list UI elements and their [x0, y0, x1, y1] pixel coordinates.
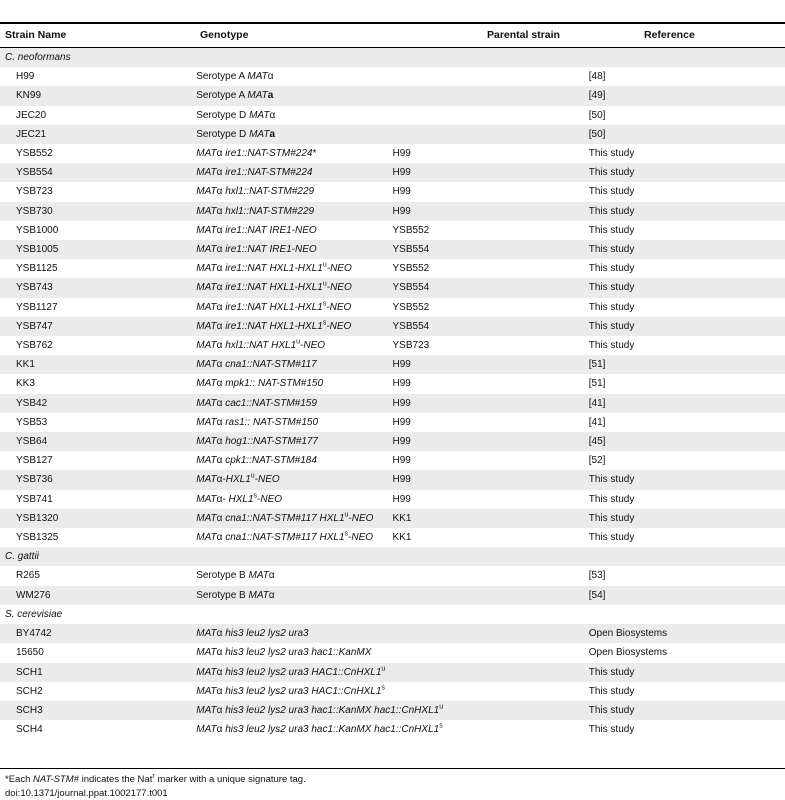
table-row: [0, 470, 785, 489]
strain-name-cell: KK1: [0, 355, 196, 374]
table-row: [0, 509, 785, 528]
table-row: [0, 432, 785, 451]
parental-strain-cell: H99: [393, 432, 589, 451]
table-row: [0, 355, 785, 374]
reference-cell: This study: [589, 240, 785, 259]
strain-name-cell: YSB53: [16, 416, 48, 428]
genotype-cell: MATα his3 leu2 lys2 ura3 HAC1::CnHXL1$^u$: [196, 663, 392, 682]
header-reference: Reference: [644, 29, 695, 41]
reference-cell: This study: [588, 301, 635, 313]
strain-name-cell: YSB762: [16, 340, 53, 352]
species-group-label: C. neoformans: [0, 48, 785, 67]
strain-name-cell: YSB730: [0, 202, 196, 221]
genotype-cell: MATα his3 leu2 lys2 ura3 hac1::KanMX hac1::CnHXL1$^s$: [196, 722, 443, 736]
genotype-cell: MATα his3 leu2 lys2 ura3: [196, 624, 392, 643]
group-row: [0, 605, 785, 624]
parental-strain-cell: [393, 106, 589, 125]
strain-name-cell: SCH2: [16, 685, 43, 697]
parental-strain-cell: KK1: [392, 532, 412, 544]
table-row: [0, 163, 785, 182]
table-row: [0, 720, 785, 739]
strain-name-cell: WM276: [0, 586, 196, 605]
strain-name-cell: YSB1125: [16, 263, 58, 275]
table-row: [0, 259, 785, 278]
header-parental-strain: Parental strain: [487, 29, 560, 41]
species-group-label: S. cerevisiae: [5, 608, 63, 620]
strain-name-cell: YSB64: [0, 432, 196, 451]
parental-strain-cell: H99: [393, 202, 589, 221]
parental-strain-cell: [393, 663, 589, 682]
genotype-cell: MATα cna1::NAT-STM#117: [196, 355, 392, 374]
genotype-cell: MATα hxl1::NAT-STM#229: [196, 202, 392, 221]
reference-cell: This study: [588, 493, 635, 505]
table-row: [0, 643, 785, 662]
table-doi: doi:10.1371/journal.ppat.1002177.t001: [5, 788, 168, 799]
strain-name-cell: YSB1127: [16, 301, 58, 313]
species-group-label: C. gattii: [0, 547, 785, 566]
parental-strain-cell: [393, 125, 589, 144]
reference-cell: [51]: [589, 355, 785, 374]
genotype-cell: MATα ras1:: NAT-STM#150: [196, 416, 318, 428]
header-genotype: Genotype: [200, 29, 249, 41]
strain-name-cell: YSB42: [0, 394, 196, 413]
parental-strain-cell: YSB554: [393, 278, 589, 297]
table-footnote: *Each NAT-STM# indicates the Nat$^r$ marker with a unique signature tag.: [5, 772, 306, 785]
table-row: [0, 394, 785, 413]
strain-name-cell: JEC20: [16, 109, 47, 121]
reference-cell: This study: [589, 202, 785, 221]
reference-cell: This study: [588, 685, 635, 697]
strain-name-cell: YSB743: [0, 278, 196, 297]
table-row: [0, 278, 785, 297]
strain-name-cell: SCH4: [16, 724, 43, 736]
strains-table: [0, 48, 785, 739]
parental-strain-cell: H99: [392, 493, 411, 505]
parental-strain-cell: [393, 586, 589, 605]
reference-cell: This study: [588, 148, 635, 160]
reference-cell: [50]: [588, 109, 606, 121]
genotype-cell: MATα ire1::NAT HXL1-HXL1$^u$-NEO: [196, 261, 352, 275]
reference-cell: This study: [588, 186, 635, 198]
parental-strain-cell: H99: [393, 163, 589, 182]
genotype-cell: Serotype D MATα: [196, 109, 276, 121]
strain-name-cell: SCH1: [0, 663, 196, 682]
genotype-cell: MATα mpk1:: NAT-STM#150: [196, 378, 323, 390]
genotype-cell: MATα hxl1::NAT-STM#229: [196, 186, 315, 198]
genotype-cell: Serotype A MATa: [196, 86, 392, 105]
reference-cell: [52]: [588, 455, 606, 467]
strain-name-cell: YSB127: [16, 455, 53, 467]
genotype-cell: MATα- HXL1$^s$-NEO: [196, 492, 283, 505]
parental-strain-cell: H99: [392, 378, 411, 390]
reference-cell: Open Biosystems: [589, 624, 785, 643]
genotype-cell: MATα hog1::NAT-STM#177: [196, 432, 392, 451]
table-row: [0, 624, 785, 643]
genotype-cell: MATα ire1::NAT HXL1-HXL1$^u$-NEO: [196, 278, 392, 297]
parental-strain-cell: YSB552: [392, 263, 430, 275]
genotype-cell: MATα ire1::NAT HXL1-HXL1$^s$-NEO: [196, 317, 392, 336]
reference-cell: This study: [589, 470, 785, 489]
strains-table-body: [0, 48, 785, 739]
strain-name-cell: YSB723: [16, 186, 53, 198]
parental-strain-cell: YSB552: [392, 301, 430, 313]
table-row: [0, 298, 785, 317]
parental-strain-cell: H99: [393, 470, 589, 489]
genotype-cell: MATα his3 leu2 lys2 ura3 HAC1::CnHXL1$^s$: [196, 684, 385, 697]
table-row: [0, 125, 785, 144]
table-row: [0, 317, 785, 336]
parental-strain-cell: YSB554: [393, 317, 589, 336]
genotype-cell: MATα hxl1::NAT HXL1$^u$-NEO: [196, 338, 326, 352]
strain-name-cell: BY4742: [0, 624, 196, 643]
strain-name-cell: KN99: [0, 86, 196, 105]
strain-name-cell: YSB1005: [0, 240, 196, 259]
genotype-cell: MATα cac1::NAT-STM#159: [196, 394, 392, 413]
parental-strain-cell: H99: [393, 394, 589, 413]
parental-strain-cell: [393, 682, 589, 701]
parental-strain-cell: [393, 643, 589, 662]
table-row: [0, 86, 785, 105]
strain-name-cell: YSB741: [16, 493, 53, 505]
reference-cell: [50]: [589, 125, 785, 144]
table-row: [0, 202, 785, 221]
parental-strain-cell: H99: [393, 355, 589, 374]
strain-name-cell: YSB736: [0, 470, 196, 489]
reference-cell: Open Biosystems: [588, 647, 668, 659]
table-row: [0, 528, 785, 547]
table-row: [0, 106, 785, 125]
parental-strain-cell: KK1: [393, 509, 589, 528]
genotype-cell: MATα cna1::NAT-STM#117 HXL1$^s$-NEO: [196, 530, 374, 544]
parental-strain-cell: H99: [392, 186, 411, 198]
parental-strain-cell: H99: [392, 455, 411, 467]
parental-strain-cell: H99: [392, 148, 411, 160]
reference-cell: This study: [588, 263, 635, 275]
table-row: [0, 336, 785, 355]
table-row: [0, 701, 785, 720]
table-row: [0, 490, 785, 509]
parental-strain-cell: [393, 86, 589, 105]
strain-name-cell: 15650: [16, 647, 44, 659]
reference-cell: [51]: [588, 378, 606, 390]
parental-strain-cell: YSB723: [392, 340, 430, 352]
header-strain-name: Strain Name: [5, 29, 67, 41]
genotype-cell: MATα-HXL1$^u$-NEO: [196, 470, 392, 489]
strain-name-cell: YSB1320: [0, 509, 196, 528]
reference-cell: This study: [589, 509, 785, 528]
genotype-cell: MATα ire1::NAT IRE1-NEO: [196, 240, 392, 259]
genotype-cell: MATα cna1::NAT-STM#117 HXL1$^u$-NEO: [196, 509, 392, 528]
strain-name-cell: H99: [16, 71, 35, 83]
table-row: [0, 240, 785, 259]
reference-cell: This study: [588, 340, 635, 352]
genotype-cell: Serotype D MATa: [196, 125, 392, 144]
strain-name-cell: KK3: [16, 378, 35, 390]
parental-strain-cell: [393, 566, 589, 585]
reference-cell: This study: [588, 532, 635, 544]
reference-cell: [41]: [588, 416, 606, 428]
table-row: [0, 413, 785, 432]
parental-strain-cell: H99: [392, 416, 411, 428]
strain-name-cell: YSB554: [0, 163, 196, 182]
parental-strain-cell: [393, 624, 589, 643]
table-row: [0, 663, 785, 682]
parental-strain-cell: [393, 67, 589, 86]
table-row: [0, 451, 785, 470]
reference-cell: This study: [589, 278, 785, 297]
table-row: [0, 566, 785, 585]
strain-name-cell: R265: [16, 570, 40, 582]
reference-cell: This study: [588, 224, 635, 236]
reference-cell: [41]: [589, 394, 785, 413]
table-row: [0, 221, 785, 240]
genotype-cell: Serotype B MATα: [196, 570, 275, 582]
table-row: [0, 67, 785, 86]
strain-name-cell: SCH3: [0, 701, 196, 720]
genotype-cell: Serotype A MATα: [196, 71, 274, 83]
genotype-cell: MATα ire1::NAT HXL1-HXL1$^s$-NEO: [196, 300, 352, 313]
genotype-cell: MATα ire1::NAT IRE1-NEO: [196, 224, 317, 236]
strain-name-cell: YSB1000: [16, 224, 59, 236]
reference-cell: [49]: [589, 86, 785, 105]
reference-cell: [53]: [588, 570, 606, 582]
table-row: [0, 144, 785, 163]
table-row: [0, 682, 785, 701]
strain-name-cell: YSB552: [16, 148, 53, 160]
reference-cell: This study: [588, 724, 635, 736]
group-row: [0, 48, 785, 67]
table-row: [0, 374, 785, 393]
strain-name-cell: YSB747: [0, 317, 196, 336]
reference-cell: [48]: [588, 71, 606, 83]
reference-cell: [45]: [589, 432, 785, 451]
genotype-cell: Serotype B MATα: [196, 586, 392, 605]
table-bottom-rule: [0, 768, 785, 769]
reference-cell: This study: [589, 701, 785, 720]
parental-strain-cell: YSB554: [393, 240, 589, 259]
strain-name-cell: YSB1325: [16, 532, 59, 544]
reference-cell: [54]: [589, 586, 785, 605]
group-row: [0, 547, 785, 566]
table-row: [0, 182, 785, 201]
reference-cell: This study: [589, 663, 785, 682]
strain-name-cell: JEC21: [0, 125, 196, 144]
reference-cell: This study: [589, 317, 785, 336]
genotype-cell: MATα ire1::NAT-STM#224: [196, 163, 392, 182]
genotype-cell: MATα cpk1::NAT-STM#184: [196, 455, 317, 467]
parental-strain-cell: YSB552: [392, 224, 430, 236]
table-row: [0, 586, 785, 605]
genotype-cell: MATα his3 leu2 lys2 ura3 hac1::KanMX hac1::CnHXL1$^u$: [196, 701, 392, 720]
reference-cell: This study: [589, 163, 785, 182]
genotype-cell: MATα ire1::NAT-STM#224*: [196, 148, 317, 160]
genotype-cell: MATα his3 leu2 lys2 ura3 hac1::KanMX: [196, 647, 372, 659]
